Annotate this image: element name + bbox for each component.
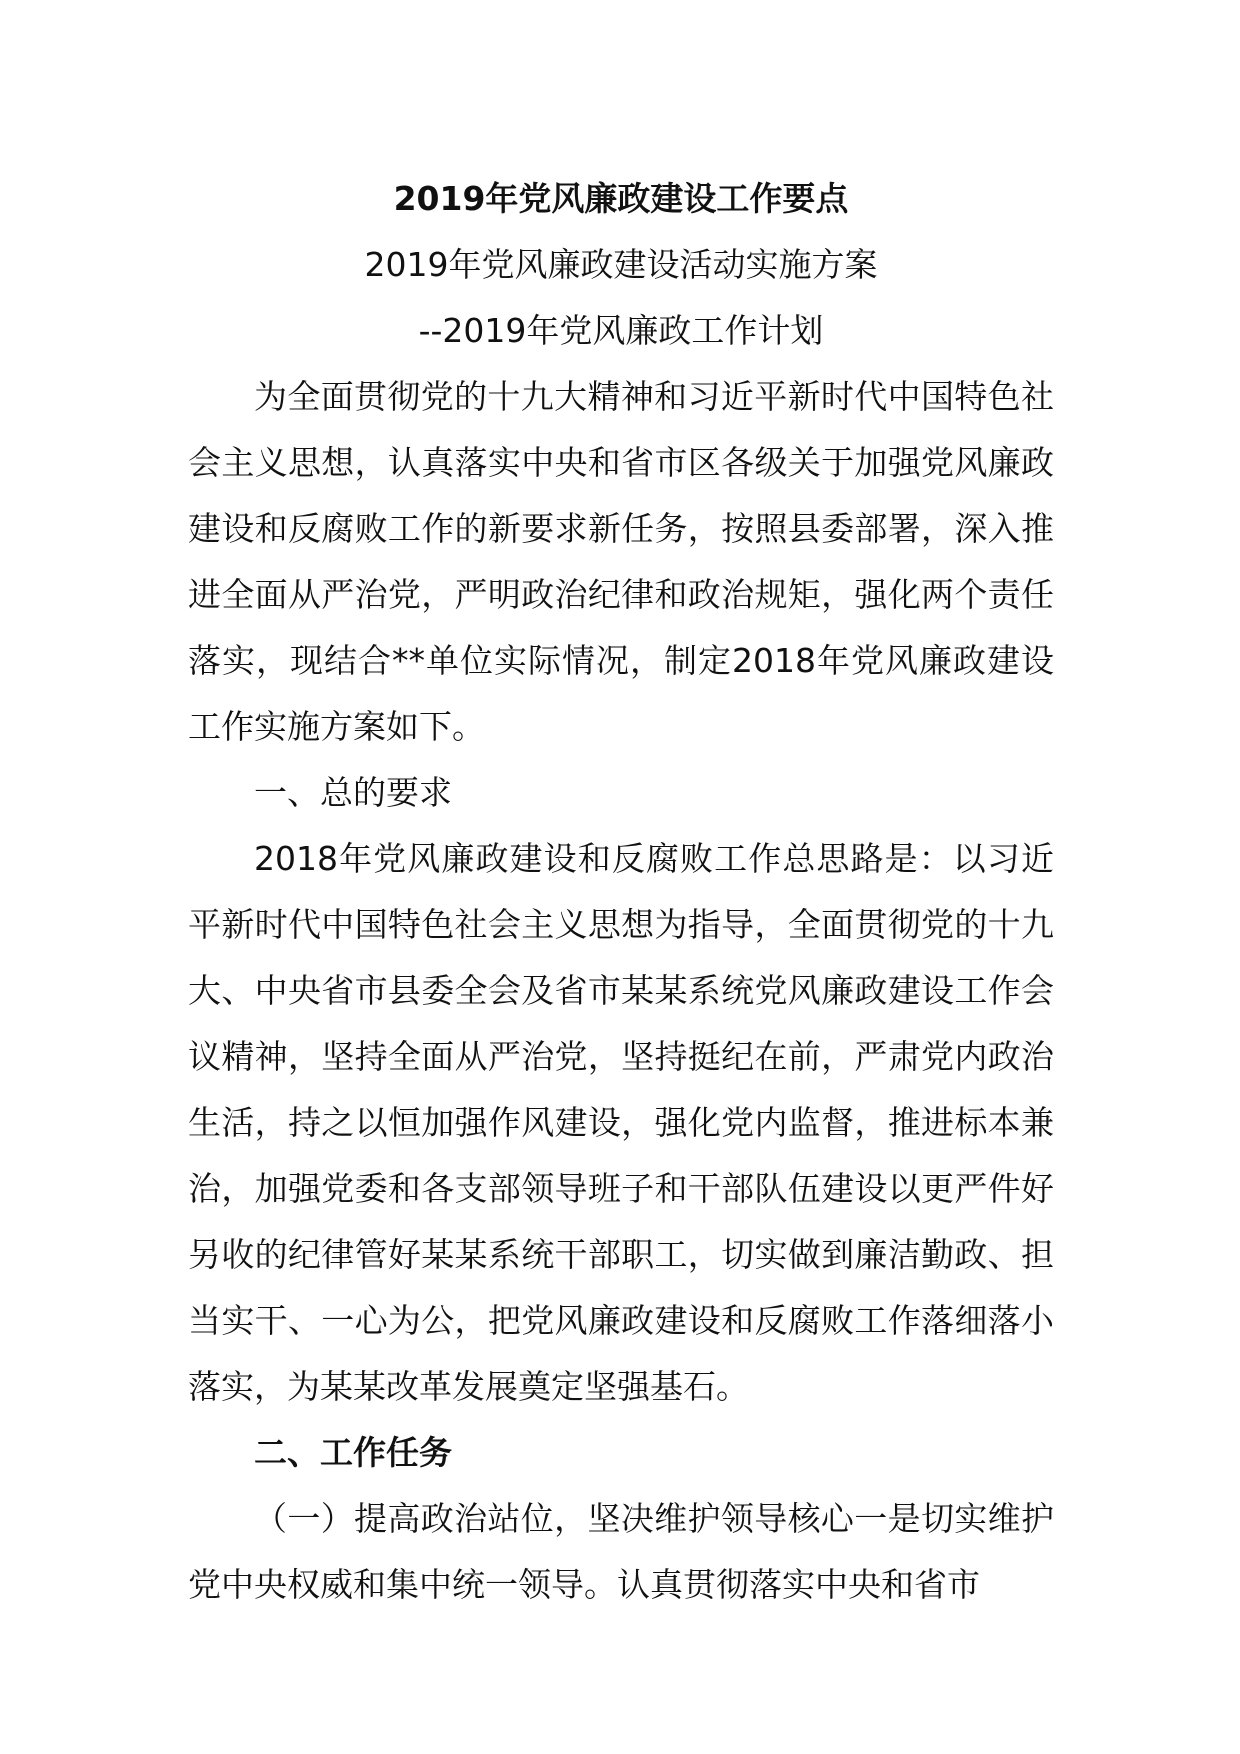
document-subtitle-secondary: --2019年党风廉政工作计划 xyxy=(418,311,824,350)
section-heading-general-requirements: 一、总的要求 xyxy=(254,773,452,812)
document-body xyxy=(188,166,1054,1618)
intro-paragraph: 为全面贯彻党的十九大精神和习近平新时代中国特色社会主义思想，认真落实中央和省市区各级关于加强党风廉政建设和反腐败工作的新要求新任务，按照县委部署，深入推进全面从严治党，严明政治纪律和政治规矩，强化两个责任落实，现结合**单位实际情况，制定2018年党风廉政建设工作实施方案如下。 xyxy=(188,377,1054,746)
work-tasks-paragraph: （一）提高政治站位，坚决维护领导核心一是切实维护党中央权威和集中统一领导。认真贯彻落实中央和省市 xyxy=(188,1499,1054,1604)
section-heading-work-tasks: 二、工作任务 xyxy=(254,1433,452,1472)
document-title: 2019年党风廉政建设工作要点 xyxy=(393,179,849,218)
general-requirements-paragraph: 2018年党风廉政建设和反腐败工作总思路是：以习近平新时代中国特色社会主义思想为指导，全面贯彻党的十九大、中央省市县委全会及省市某某系统党风廉政建设工作会议精神，坚持全面从严治党，坚持挺纪在前，严肃党内政治生活，持之以恒加强作风建设，强化党内监督，推进标本兼治，加强党委和各支部领导班子和干部队伍建设以更严件好另收的纪律管好某某系统干部职工，切实做到廉洁勤政、担当实干、一心为公，把党风廉政建设和反腐败工作落细落小落实，为某某改革发展奠定坚强基石。 xyxy=(188,839,1054,1406)
document-subtitle: 2019年党风廉政建设活动实施方案 xyxy=(364,245,878,284)
